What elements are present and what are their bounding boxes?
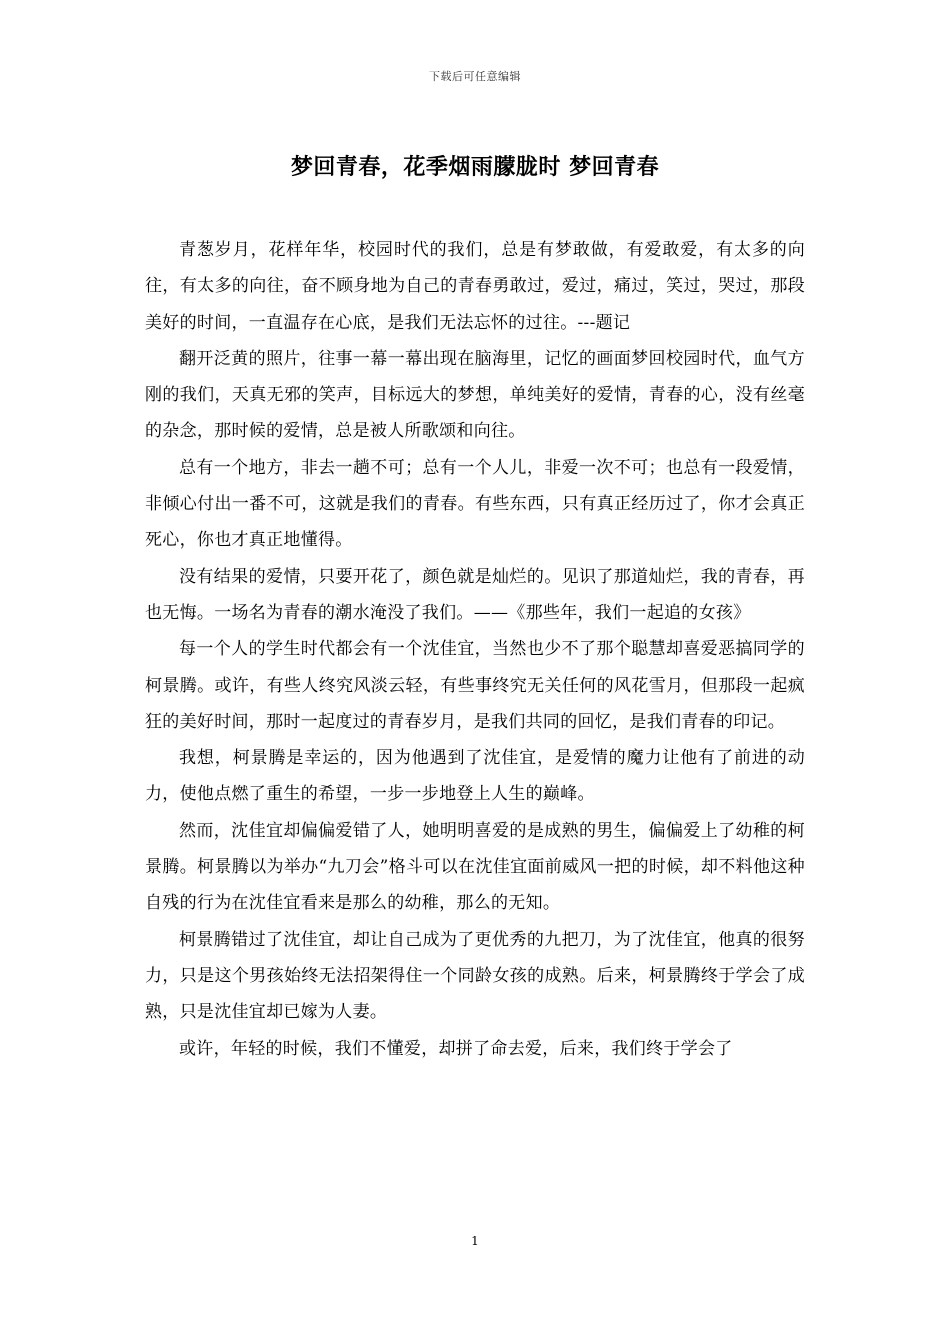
paragraph-4: 没有结果的爱情，只要开花了，颜色就是灿烂的。见识了那道灿烂，我的青春，再也无悔。一场名为青春的潮水淹没了我们。——《那些年，我们一起追的女孩》 bbox=[145, 566, 805, 623]
paragraph-6: 我想，柯景腾是幸运的，因为他遇到了沈佳宜，是爱情的魔力让他有了前进的动力，使他点燃了重生的希望，一步一步地登上人生的巅峰。 bbox=[145, 748, 805, 805]
page-title: 梦回青春，花季烟雨朦胧时 梦回青春 bbox=[290, 154, 660, 180]
paragraph-5: 每一个人的学生时代都会有一个沈佳宜，当然也少不了那个聪慧却喜爱恶搞同学的柯景腾。或许，有些人终究风淡云轻，有些事终究无关任何的风花雪月，但那段一起疯狂的美好时间，那时一起度过的青春岁月，是我们共同的回忆，是我们青春的印记。 bbox=[145, 639, 805, 732]
paragraph-1: 青葱岁月，花样年华，校园时代的我们，总是有梦敢做，有爱敢爱，有太多的向往，有太多的向往，奋不顾身地为自己的青春勇敢过，爱过，痛过，笑过，哭过，那段美好的时间，一直温存在心底，是我们无法忘怀的过往。---题记 bbox=[145, 240, 805, 333]
article-body bbox=[145, 232, 805, 1067]
paragraph-3: 总有一个地方，非去一趟不可；总有一个人儿，非爱一次不可；也总有一段爱情，非倾心付出一番不可，这就是我们的青春。有些东西，只有真正经历过了，你才会真正死心，你也才真正地懂得。 bbox=[145, 457, 805, 551]
paragraph-8: 柯景腾错过了沈佳宜，却让自己成为了更优秀的九把刀，为了沈佳宜，他真的很努力，只是这个男孩始终无法招架得住一个同龄女孩的成熟。后来，柯景腾终于学会了成熟，只是沈佳宜却已嫁为人妻。 bbox=[145, 929, 805, 1023]
paragraph-9: 或许，年轻的时候，我们不懂爱，却拼了命去爱，后来，我们终于学会了 bbox=[179, 1038, 733, 1059]
paragraph-7: 然而，沈佳宜却偏偏爱错了人，她明明喜爱的是成熟的男生，偏偏爱上了幼稚的柯景腾。柯景腾以为举办“九刀会”格斗可以在沈佳宜面前威风一把的时候，却不料他这种自残的行为在沈佳宜看来是那么的幼稚，那么的无知。 bbox=[145, 820, 805, 914]
page-number: 1 bbox=[471, 1234, 479, 1248]
paragraph-2: 翻开泛黄的照片，往事一幕一幕出现在脑海里，记忆的画面梦回校园时代，血气方刚的我们，天真无邪的笑声，目标远大的梦想，单纯美好的爱情，青春的心，没有丝毫的杂念，那时候的爱情，总是被人所歌颂和向往。 bbox=[145, 348, 805, 442]
header-note: 下载后可任意编辑 bbox=[429, 70, 521, 83]
